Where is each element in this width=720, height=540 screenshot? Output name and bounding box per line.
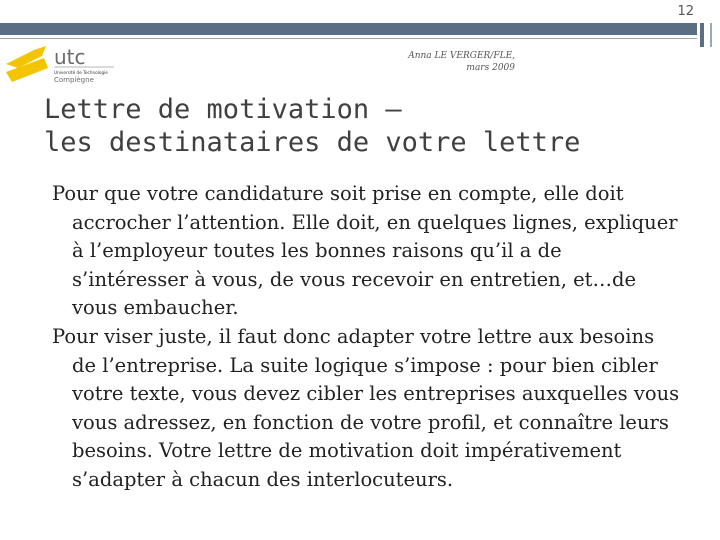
body-paragraph-2: Pour viser juste, il faut donc adapter votre lettre aux besoins de l’entreprise. La suite logique s’impose : pour bien cibler votre texte, vous devez cibler les entreprises auxquelles vous vous adressez, en fonction de votre profil, et connaître leurs besoins. Votre lettre de motivation doit impérativement s’adapter à chacun des interlocuteurs. — [52, 324, 680, 491]
slide-title — [44, 93, 684, 159]
svg-text:Compiègne: Compiègne — [54, 76, 94, 84]
body-paragraph-1: Pour que votre candidature soit prise en compte, elle doit accrocher l’attention. Elle doit, en quelques lignes, expliquer à l’employeur toutes les bonnes raisons qu’il a de s’intéresser à vous, de vous recevoir en entretien, et…de vous embaucher. — [52, 182, 678, 320]
header-bar — [0, 23, 697, 35]
author-line-2: mars 2009 — [466, 63, 515, 73]
header-rule — [0, 38, 697, 39]
svg-text:utc: utc — [54, 45, 86, 69]
svg-text:Université de Technologie: Université de Technologie — [54, 70, 108, 75]
title-line-2: les destinataires de votre lettre — [44, 127, 581, 158]
slide-body — [52, 180, 682, 495]
side-accent-bar — [700, 23, 704, 47]
author-line-1: Anna LE VERGER/FLE, — [408, 51, 515, 61]
title-line-1: Lettre de motivation – — [44, 94, 402, 125]
utc-logo — [4, 42, 122, 86]
page-number: 12 — [677, 4, 694, 19]
side-accent-line — [710, 23, 712, 47]
author-note — [408, 50, 515, 74]
